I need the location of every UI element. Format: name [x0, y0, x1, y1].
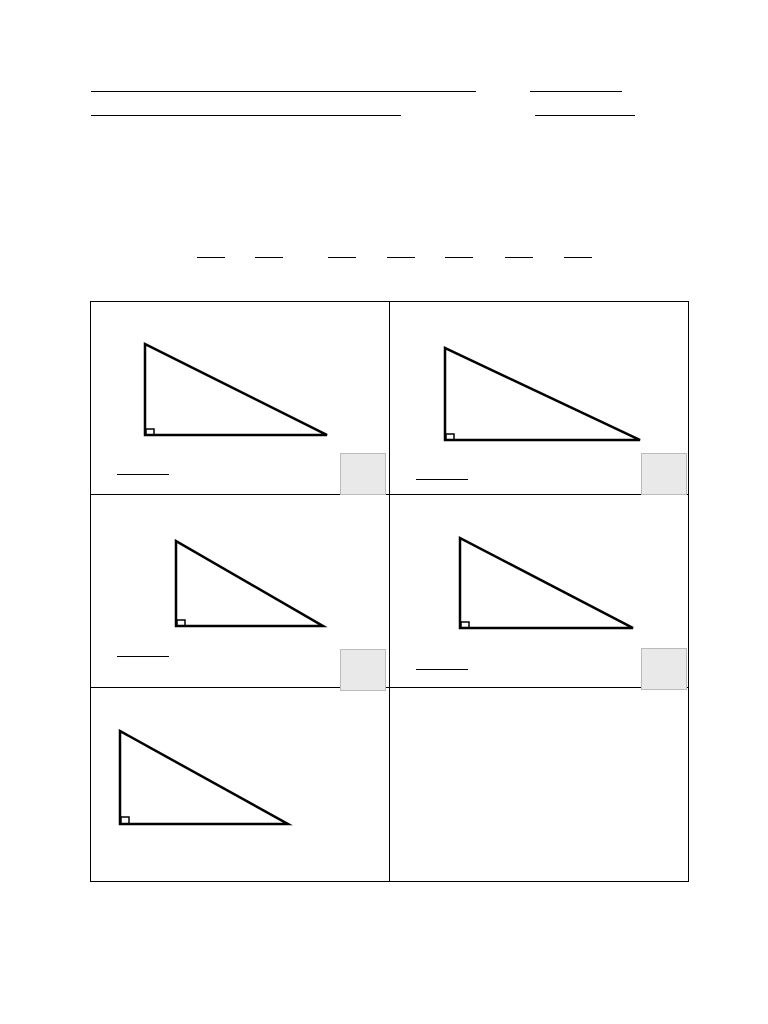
answer-line [396, 468, 468, 483]
score-field[interactable] [530, 91, 622, 92]
answer-blank[interactable] [244, 257, 294, 261]
answer-blank[interactable] [434, 257, 484, 261]
answer-blank[interactable] [317, 257, 367, 261]
problem-cell [390, 302, 688, 494]
problem-cell [91, 688, 389, 881]
answer-blank[interactable] [416, 479, 468, 480]
code-letter [641, 453, 687, 495]
problem-cell [390, 495, 688, 687]
answer-blank[interactable] [553, 257, 603, 261]
answer-line [97, 645, 169, 661]
code-letter [641, 648, 687, 690]
problem-grid [90, 301, 689, 882]
code-letter [340, 649, 386, 691]
answer-blank[interactable] [117, 474, 169, 475]
problem-cell [91, 495, 389, 687]
answer-blank[interactable] [494, 257, 544, 261]
answer-line [97, 463, 169, 478]
code-letter [340, 453, 386, 495]
answer-blank[interactable] [416, 669, 468, 670]
name-field[interactable] [91, 91, 476, 92]
answer-blank[interactable] [376, 257, 426, 261]
date-row [535, 103, 635, 119]
score-row [530, 79, 622, 95]
answer-blank[interactable] [117, 656, 169, 657]
grade-field[interactable] [91, 115, 401, 116]
date-field[interactable] [535, 115, 635, 116]
grade-row [91, 103, 401, 119]
answer-blank[interactable] [186, 257, 236, 261]
triangle-diagram [91, 688, 389, 881]
problem-cell [91, 302, 389, 494]
answer-line [396, 658, 468, 674]
name-row [91, 79, 476, 95]
